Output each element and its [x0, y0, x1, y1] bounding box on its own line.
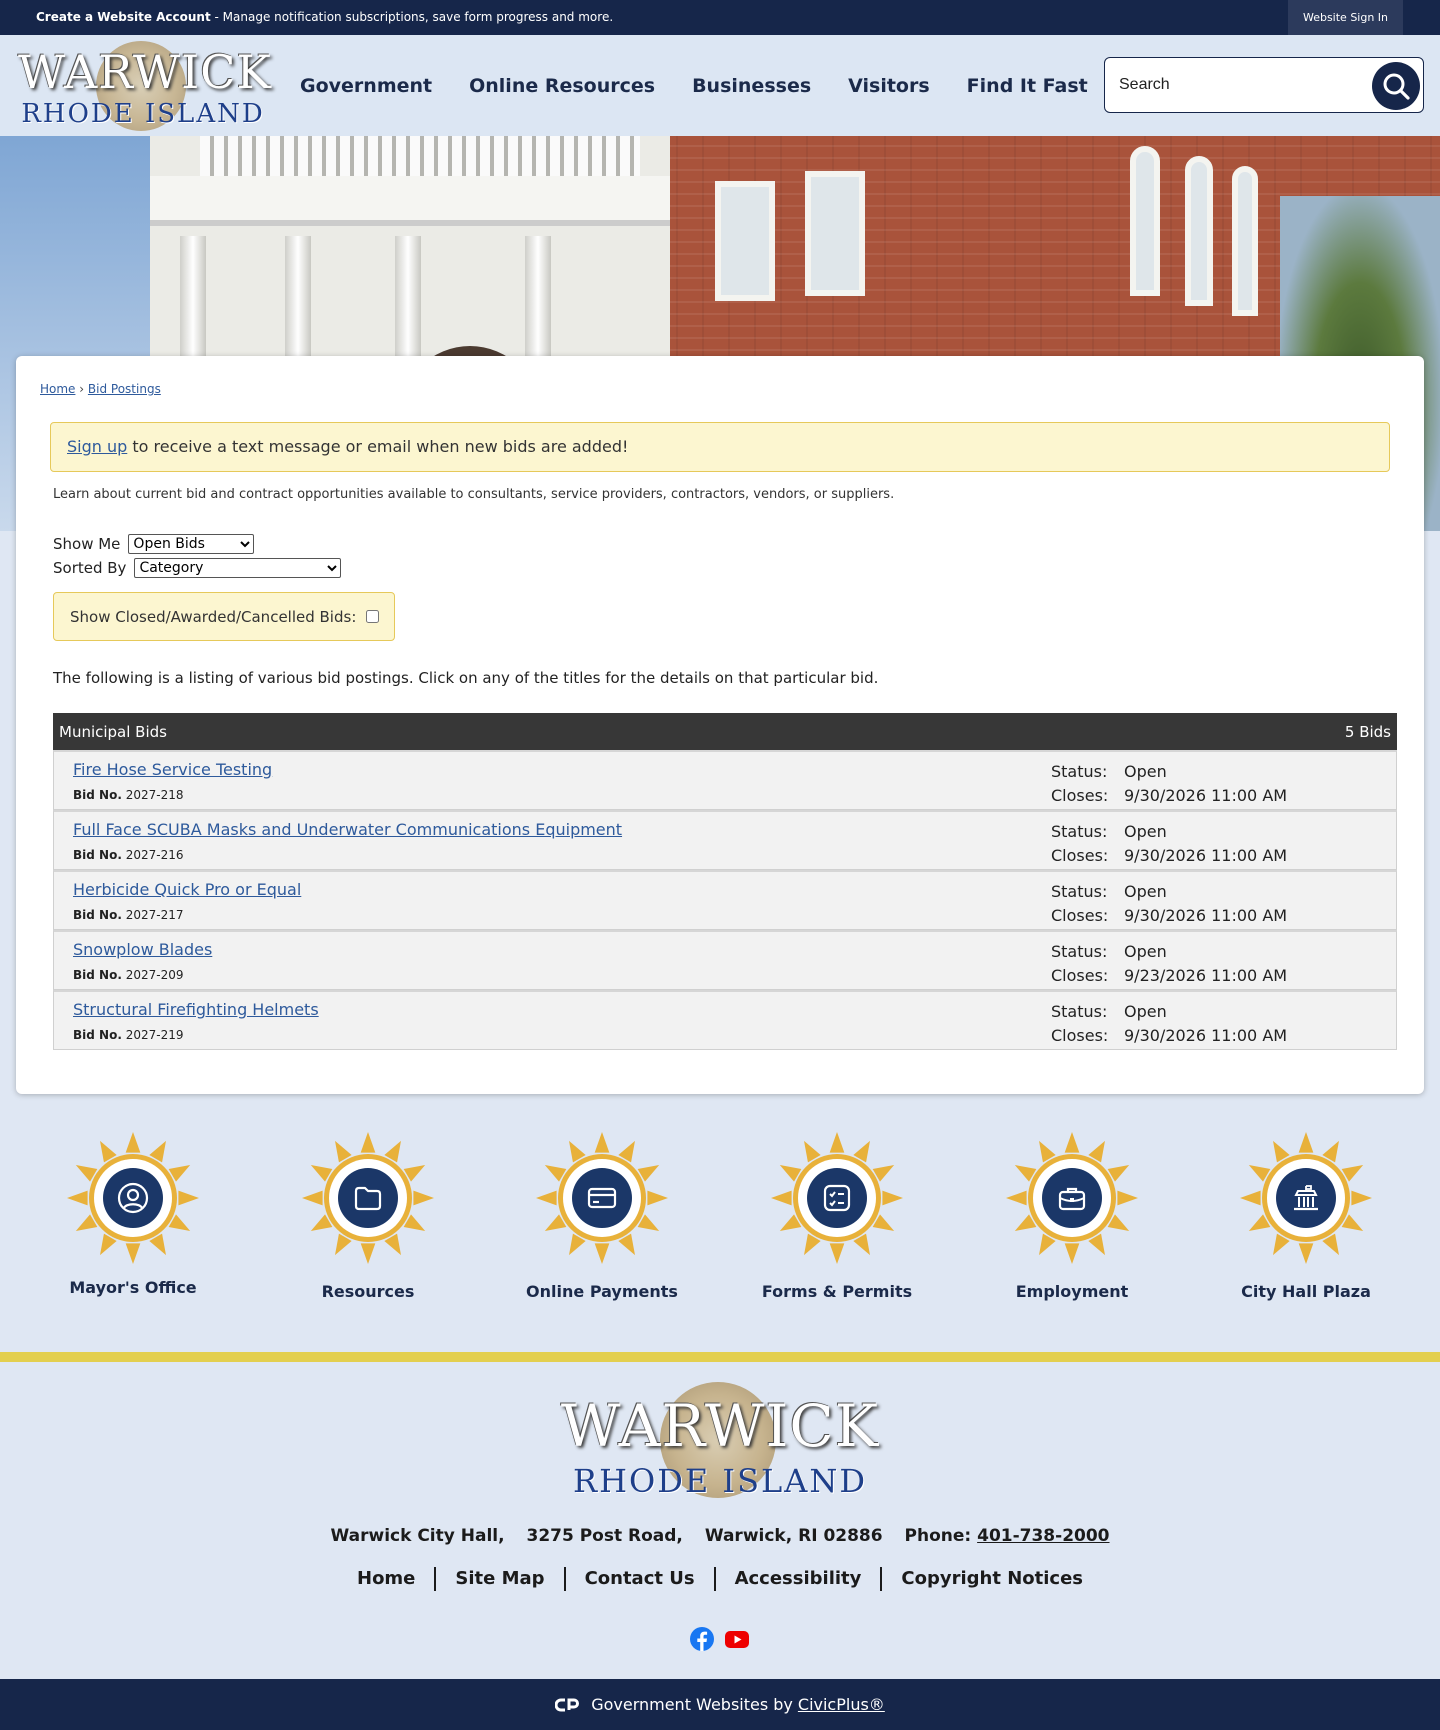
phone-link[interactable]: 401-738-2000 — [977, 1526, 1110, 1546]
bid-no-value: 2027-218 — [125, 788, 184, 802]
bid-title-link[interactable]: Full Face SCUBA Masks and Underwater Communications Equipment — [73, 820, 623, 839]
address-city: Warwick, RI 02886 — [704, 1526, 883, 1546]
status-value: Open — [1124, 762, 1167, 781]
sun-ray — [647, 1191, 668, 1206]
logo-text-top: WARWICK — [18, 45, 272, 99]
window — [1130, 146, 1160, 296]
credit-card-icon — [586, 1182, 618, 1214]
quick-link-forms-permits[interactable] — [747, 1130, 927, 1301]
city-hall-icon — [1290, 1182, 1322, 1214]
bid-number — [73, 968, 183, 982]
top-bar — [0, 0, 1440, 35]
closes-label: Closes: — [1051, 966, 1109, 985]
closes-value: 9/30/2026 11:00 AM — [1124, 846, 1288, 865]
bid-status-block — [1051, 820, 1287, 868]
footer-link-contact-us[interactable]: Contact Us — [566, 1567, 716, 1591]
category-name: Municipal Bids — [59, 722, 167, 741]
listing-description: The following is a listing of various bid postings. Click on any of the titles for the details on that particular bid. — [53, 669, 879, 687]
sun-ray — [413, 1191, 434, 1206]
footer-link-copyright[interactable]: Copyright Notices — [901, 1568, 1083, 1589]
bid-count: 5 Bids — [1344, 722, 1391, 741]
sign-up-link[interactable]: Sign up — [67, 437, 128, 456]
nav-online-resources[interactable]: Online Resources — [469, 74, 656, 97]
closes-value: 9/30/2026 11:00 AM — [1124, 786, 1288, 805]
sun-badge — [769, 1130, 905, 1266]
nav-visitors[interactable]: Visitors — [848, 74, 930, 97]
civicplus-link[interactable]: CivicPlus® — [797, 1695, 885, 1714]
closes-value: 9/30/2026 11:00 AM — [1124, 1026, 1288, 1045]
status-value: Open — [1124, 942, 1167, 961]
window — [1185, 156, 1213, 306]
search-box — [1104, 57, 1424, 113]
status-label: Status: — [1051, 882, 1108, 901]
bid-no-value: 2027-219 — [125, 1028, 184, 1042]
site-header — [0, 35, 1440, 136]
quick-link-label: Forms & Permits — [761, 1282, 913, 1301]
quick-link-label: Online Payments — [526, 1282, 678, 1301]
sun-ray — [361, 1243, 376, 1264]
footer-links — [0, 1567, 1440, 1591]
sun-badge — [65, 1130, 201, 1266]
briefcase-icon — [1056, 1182, 1088, 1214]
bid-title-link[interactable]: Herbicide Quick Pro or Equal — [73, 880, 302, 899]
bid-title-link[interactable]: Snowplow Blades — [73, 940, 213, 959]
quick-link-resources[interactable] — [278, 1130, 458, 1301]
bid-no-value: 2027-217 — [125, 908, 184, 922]
website-sign-in-button[interactable]: Website Sign In — [1288, 0, 1403, 35]
show-closed-checkbox[interactable] — [366, 610, 379, 623]
closes-value: 9/23/2026 11:00 AM — [1124, 966, 1288, 985]
main-nav — [300, 35, 1125, 136]
status-label: Status: — [1051, 1002, 1108, 1021]
sun-ray — [1065, 1132, 1080, 1153]
address-phone — [905, 1526, 1110, 1546]
footer-logo-text-bottom: RHODE ISLAND — [573, 1462, 867, 1500]
footer-link-accessibility[interactable]: Accessibility — [716, 1567, 883, 1591]
bid-row — [53, 990, 1397, 1050]
breadcrumb — [40, 382, 161, 396]
address-building: Warwick City Hall, — [330, 1526, 505, 1546]
nav-businesses[interactable]: Businesses — [692, 74, 812, 97]
status-label: Status: — [1051, 822, 1108, 841]
sun-ray — [1299, 1243, 1314, 1264]
status-label: Status: — [1051, 942, 1108, 961]
sun-badge — [1004, 1130, 1140, 1266]
bid-number — [73, 848, 183, 862]
bid-number — [73, 1028, 183, 1042]
sun-ray — [1240, 1191, 1261, 1206]
bid-no-label: Bid No. — [73, 848, 122, 862]
sun-ray — [771, 1191, 792, 1206]
bid-no-label: Bid No. — [73, 1028, 122, 1042]
quick-link-label: Mayor's Office — [69, 1278, 197, 1297]
footer-address — [0, 1526, 1440, 1546]
sun-badge — [1238, 1130, 1374, 1266]
sun-badge — [300, 1130, 436, 1266]
bid-no-label: Bid No. — [73, 908, 122, 922]
sorted-by-label: Sorted By — [53, 559, 127, 577]
sun-ray — [830, 1243, 845, 1264]
breadcrumb-bid-postings[interactable]: Bid Postings — [87, 382, 161, 396]
window — [1232, 166, 1258, 316]
bid-title-link[interactable]: Fire Hose Service Testing — [73, 760, 273, 779]
footer-link-site-map[interactable]: Site Map — [436, 1567, 565, 1591]
status-label: Status: — [1051, 762, 1108, 781]
create-account-link[interactable]: Create a Website Account — [36, 10, 211, 24]
status-value: Open — [1124, 822, 1167, 841]
bid-row — [53, 750, 1397, 810]
bid-no-value: 2027-216 — [125, 848, 184, 862]
footer-logo[interactable] — [560, 1382, 880, 1500]
closes-label: Closes: — [1051, 1026, 1109, 1045]
notice-text: to receive a text message or email when new bids are added! — [127, 437, 629, 456]
bid-row — [53, 810, 1397, 870]
quick-link-label: City Hall Plaza — [1241, 1282, 1371, 1301]
site-footer — [0, 1352, 1440, 1679]
warwick-logo[interactable] — [18, 39, 272, 131]
signup-notice — [50, 422, 1390, 472]
bid-no-label: Bid No. — [73, 788, 122, 802]
bid-row — [53, 930, 1397, 990]
breadcrumb-separator: › — [79, 382, 85, 396]
bid-no-label: Bid No. — [73, 968, 122, 982]
quick-link-mayors-office[interactable] — [43, 1130, 223, 1297]
window — [805, 171, 865, 296]
closes-label: Closes: — [1051, 846, 1109, 865]
bid-status-block — [1051, 880, 1287, 928]
bid-status-block — [1051, 940, 1287, 988]
bid-status-block — [1051, 1000, 1287, 1048]
credit-text: Government Websites by — [591, 1695, 793, 1714]
footer-link-home[interactable]: Home — [338, 1567, 436, 1591]
sun-ray — [595, 1243, 610, 1264]
show-me-row — [53, 534, 254, 554]
bid-title-link[interactable]: Structural Firefighting Helmets — [73, 1000, 319, 1019]
bid-row — [53, 870, 1397, 930]
intro-text: Learn about current bid and contract opportunities available to consultants, service providers, contractors, vendors, or suppliers. — [53, 487, 895, 502]
show-me-label: Show Me — [53, 535, 121, 553]
create-account-message[interactable] — [36, 10, 613, 24]
nav-government[interactable]: Government — [300, 74, 433, 97]
nav-find-it-fast[interactable]: Find It Fast — [966, 74, 1088, 97]
sun-ray — [882, 1191, 903, 1206]
logo-text-bottom: RHODE ISLAND — [21, 99, 265, 129]
sun-ray — [361, 1132, 376, 1153]
sun-badge — [534, 1130, 670, 1266]
sun-ray — [1006, 1191, 1027, 1206]
quick-link-label: Employment — [1015, 1282, 1129, 1301]
sun-ray — [595, 1132, 610, 1153]
search-icon — [1381, 71, 1411, 101]
status-value: Open — [1124, 882, 1167, 901]
create-account-desc: - Manage notification subscriptions, save form progress and more. — [210, 10, 614, 24]
sorted-by-row — [53, 558, 341, 578]
balustrade — [200, 136, 640, 181]
sun-ray — [1065, 1243, 1080, 1264]
sun-ray — [126, 1132, 141, 1153]
search-input[interactable] — [1119, 72, 1359, 98]
show-closed-label: Show Closed/Awarded/Cancelled Bids: — [70, 607, 357, 626]
sun-ray — [536, 1191, 557, 1206]
bid-no-value: 2027-209 — [125, 968, 184, 982]
bid-number — [73, 908, 183, 922]
sun-ray — [1351, 1191, 1372, 1206]
show-closed-box — [53, 592, 395, 641]
civicplus-credit-bar — [0, 1679, 1440, 1730]
show-me-select[interactable] — [128, 534, 254, 554]
portico-entablature — [150, 176, 670, 226]
footer-logo-text-top: WARWICK — [560, 1392, 880, 1460]
sun-ray — [126, 1243, 141, 1264]
quick-link-employment[interactable] — [982, 1130, 1162, 1301]
folder-icon — [352, 1182, 384, 1214]
sun-ray — [67, 1191, 88, 1206]
sun-ray — [302, 1191, 323, 1206]
phone-label: Phone: — [904, 1526, 972, 1546]
quick-link-online-payments[interactable] — [512, 1130, 692, 1301]
person-icon — [117, 1182, 149, 1214]
search-button[interactable] — [1372, 62, 1420, 110]
closes-label: Closes: — [1051, 906, 1109, 925]
closes-label: Closes: — [1051, 786, 1109, 805]
breadcrumb-home[interactable]: Home — [40, 382, 76, 396]
facebook-icon[interactable] — [689, 1626, 715, 1652]
closes-value: 9/30/2026 11:00 AM — [1124, 906, 1288, 925]
sun-ray — [1299, 1132, 1314, 1153]
main-content-card — [16, 356, 1424, 1094]
quick-link-label: Resources — [321, 1282, 415, 1301]
bid-status-block — [1051, 760, 1287, 808]
window — [715, 181, 775, 301]
sun-ray — [178, 1191, 199, 1206]
quick-link-city-hall-plaza[interactable] — [1216, 1130, 1396, 1301]
sun-ray — [830, 1132, 845, 1153]
checklist-icon — [821, 1182, 853, 1214]
sorted-by-select[interactable] — [134, 558, 341, 578]
address-street: 3275 Post Road, — [526, 1526, 683, 1546]
sun-ray — [1117, 1191, 1138, 1206]
civicplus-logo-icon — [555, 1697, 581, 1713]
bid-category-header — [53, 713, 1397, 750]
bid-number — [73, 788, 183, 802]
youtube-icon[interactable] — [724, 1626, 750, 1652]
status-value: Open — [1124, 1002, 1167, 1021]
